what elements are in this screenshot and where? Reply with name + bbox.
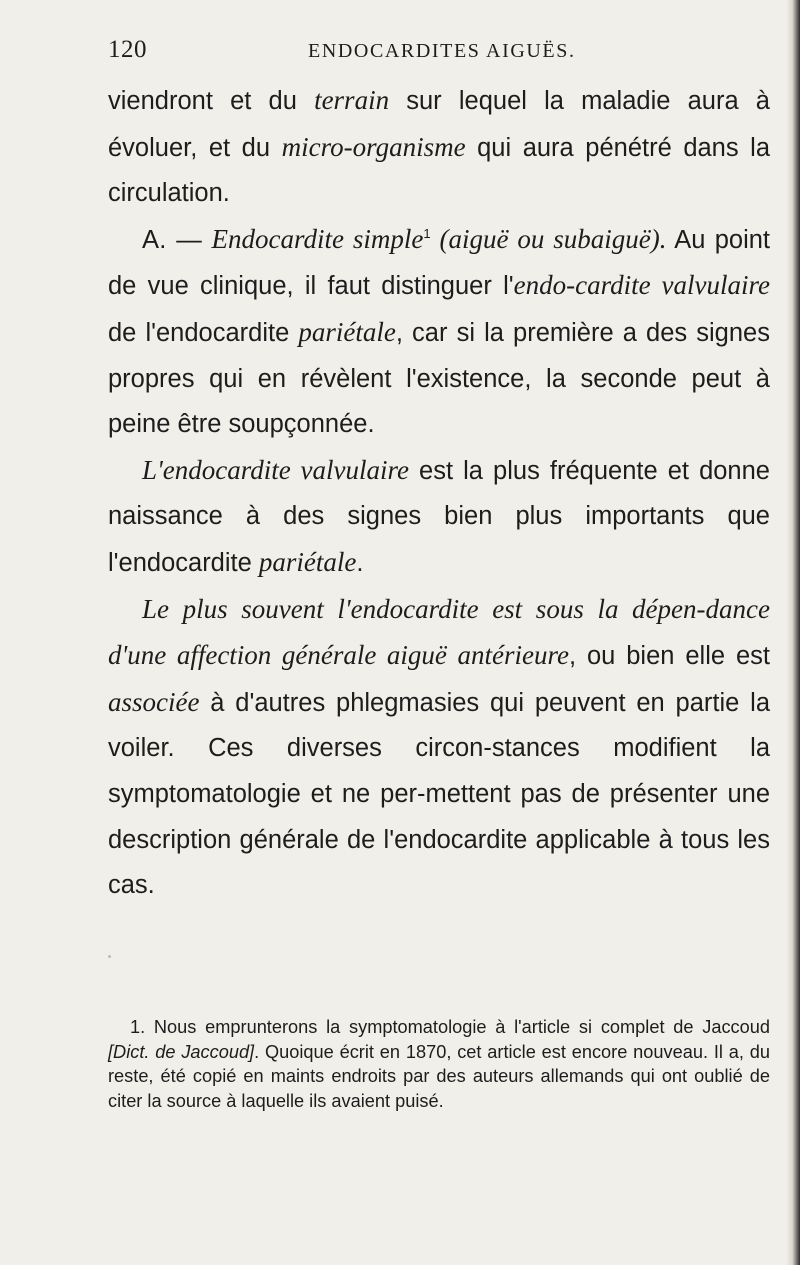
paper-speck (108, 955, 111, 958)
text-run: Au point de vue clinique, il faut distinguer l' (108, 225, 770, 301)
text-run: qui aura pénétré dans la circulation. (108, 133, 771, 208)
body-text (108, 78, 770, 909)
text-run: viendront et du (108, 87, 315, 115)
italic-run: micro-organisme (281, 131, 466, 162)
footnote-ref[interactable]: 1 (423, 225, 431, 241)
text-run: , ou bien elle est (568, 642, 770, 671)
text-run: de l'endocardite (108, 318, 299, 347)
text-run: 1. Nous emprunterons la symptomatologie à l'article si complet de Jaccoud (130, 1017, 770, 1037)
paragraph-3 (108, 448, 770, 587)
italic-run: endo-cardite valvulaire (513, 270, 770, 301)
paragraph-4 (108, 587, 770, 909)
text-run: . Quoique écrit en 1870, cet article est encore nouveau. Il a, du reste, été copié en maints endroits par des auteurs allemands qui ont oublié de citer la source à laquelle ils avaient puisé. (108, 1041, 770, 1111)
running-title: ENDOCARDITES AIGUËS. (308, 40, 576, 62)
italic-run: terrain (314, 85, 390, 115)
italic-run: (aiguë ou subaiguë). (430, 223, 667, 254)
page-edge (786, 0, 800, 1265)
italic-run: pariétale (258, 546, 357, 577)
text-run: à d'autres phlegmasies qui peuvent en partie la voiler. Ces diverses circon-stances modifient la symptomatologie et ne per-mettent pas de présenter une description générale de l'endocardite applicable à tous les cas. (108, 688, 770, 900)
italic-run: associée (108, 686, 200, 717)
italic-run: L'endocardite valvulaire (142, 454, 409, 485)
footnote-1 (108, 1015, 770, 1113)
text-run: . (356, 548, 364, 577)
paragraph-2 (108, 217, 770, 448)
text-run: , car si la première a des signes propres qui en révèlent l'existence, la seconde peut à peine être soupçonnée. (108, 318, 770, 439)
text-run: sur lequel la maladie aura à évoluer, et du (108, 87, 770, 162)
italic-run: pariétale (298, 316, 396, 347)
section-label: A. — (142, 225, 212, 254)
footnote (108, 1015, 770, 1113)
text-run: est la plus fréquente et donne naissance à des signes bien plus importants que l'endocardite (108, 456, 770, 577)
page-number: 120 (108, 36, 147, 63)
page-header (108, 36, 768, 70)
italic-run: [Dict. de Jaccoud] (108, 1041, 255, 1062)
italic-run: Le plus souvent l'endocardite est sous la dépen-dance d'une affection générale aiguë antérieure (108, 593, 770, 671)
section-title: Endocardite simple (211, 223, 424, 254)
paragraph-1 (108, 78, 770, 217)
